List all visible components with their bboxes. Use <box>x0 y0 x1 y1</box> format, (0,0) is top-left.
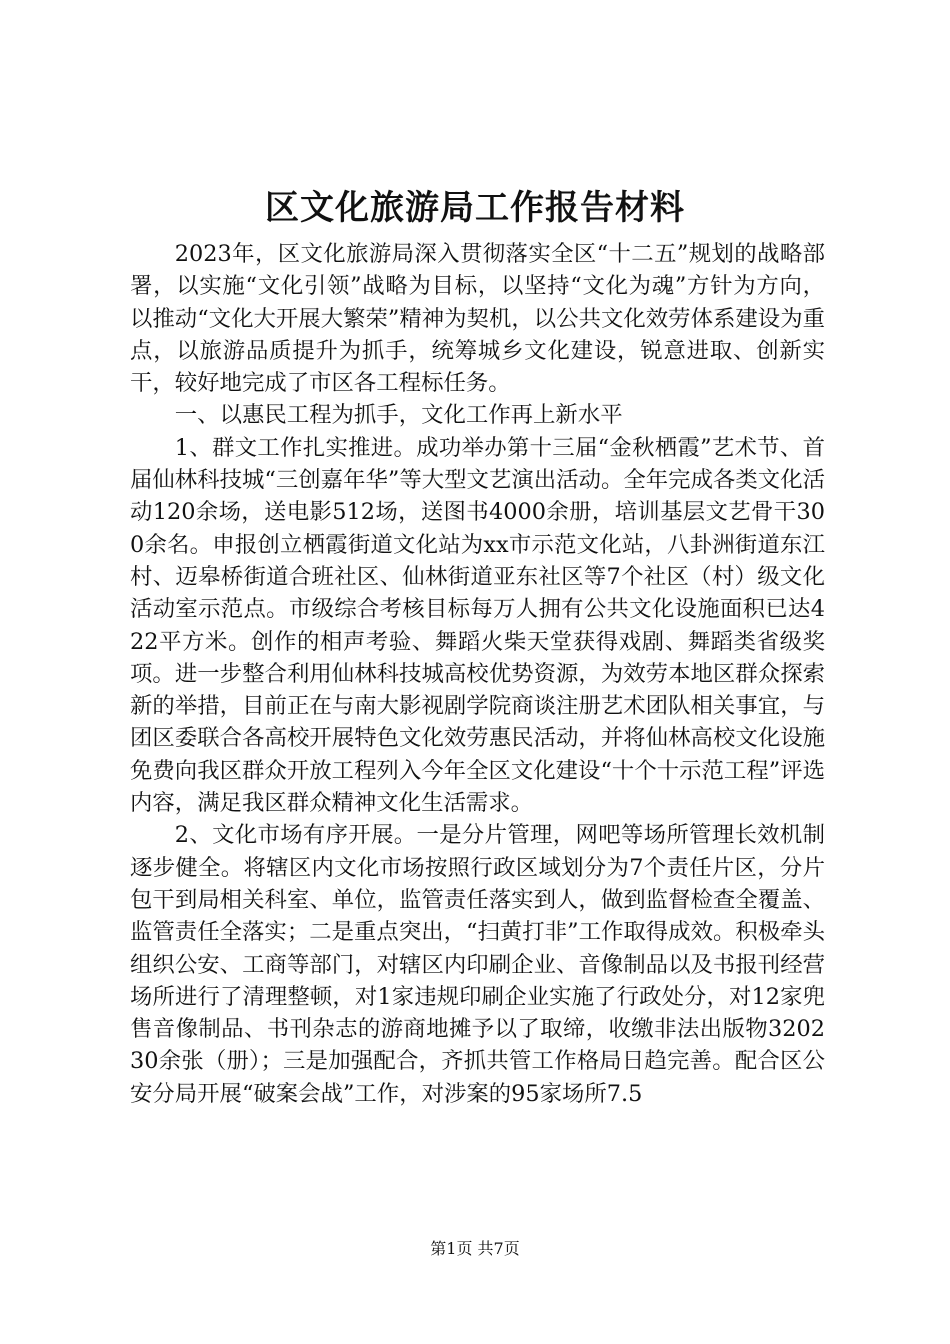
document-title: 区文化旅游局工作报告材料 <box>265 188 685 228</box>
item-paragraph-1: 1、群文工作扎实推进。成功举办第十三届“金秋栖霞”艺术节、首届仙林科技城“三创嘉年华”等大型文艺演出活动。全年完成各类文化活动120余场，送电影512场，送图书4000余册，培训基层文艺骨干300余名。申报创立栖霞街道文化站为xx市示范文化站，八卦洲街道东江村、迈皋桥街道合班社区、仙林街道亚东社区等7个社区（村）级文化活动室示范点。市级综合考核目标每万人拥有公共文化设施面积已达422平方米。创作的相声考验、舞蹈火柴天堂获得戏剧、舞蹈类省级奖项。进一步整合利用仙林科技城高校优势资源，为效劳本地区群众探索新的举措，目前正在与南大影视剧学院商谈注册艺术团队相关事宜，与团区委联合各高校开展特色文化效劳惠民活动，并将仙林高校文化设施免费向我区群众开放工程列入今年全区文化建设“十个十示范工程”评选内容，满足我区群众精神文化生活需求。 <box>130 434 825 817</box>
page-number-footer: 第1页 共7页 <box>430 1239 520 1258</box>
intro-paragraph: 2023年，区文化旅游局深入贯彻落实全区“十二五”规划的战略部署，以实施“文化引领”战略为目标，以坚持“文化为魂”方针为方向，以推动“文化大开展大繁荣”精神为契机，以公共文化效劳体系建设为重点，以旅游品质提升为抓手，统筹城乡文化建设，锐意进取、创新实干，较好地完成了市区各工程标任务。 <box>130 241 825 397</box>
document-body <box>130 238 825 1110</box>
section-heading: 一、以惠民工程为抓手，文化工作再上新水平 <box>174 402 623 429</box>
item-paragraph-2: 2、文化市场有序开展。一是分片管理，网吧等场所管理长效机制逐步健全。将辖区内文化市场按照行政区域划分为7个责任片区，分片包干到局相关科室、单位，监管责任落实到人，做到监督检查全覆盖、监管责任全落实；二是重点突出，“扫黄打非”工作取得成效。积极牵头组织公安、工商等部门，对辖区内印刷企业、音像制品以及书报刊经营场所进行了清理整顿，对1家违规印刷企业实施了行政处分，对12家兜售音像制品、书刊杂志的游商地摊予以了取缔，收缴非法出版物320230余张（册）；三是加强配合，齐抓共管工作格局日趋完善。配合区公安分局开展“破案会战”工作，对涉案的95家场所7.5 <box>130 822 825 1107</box>
